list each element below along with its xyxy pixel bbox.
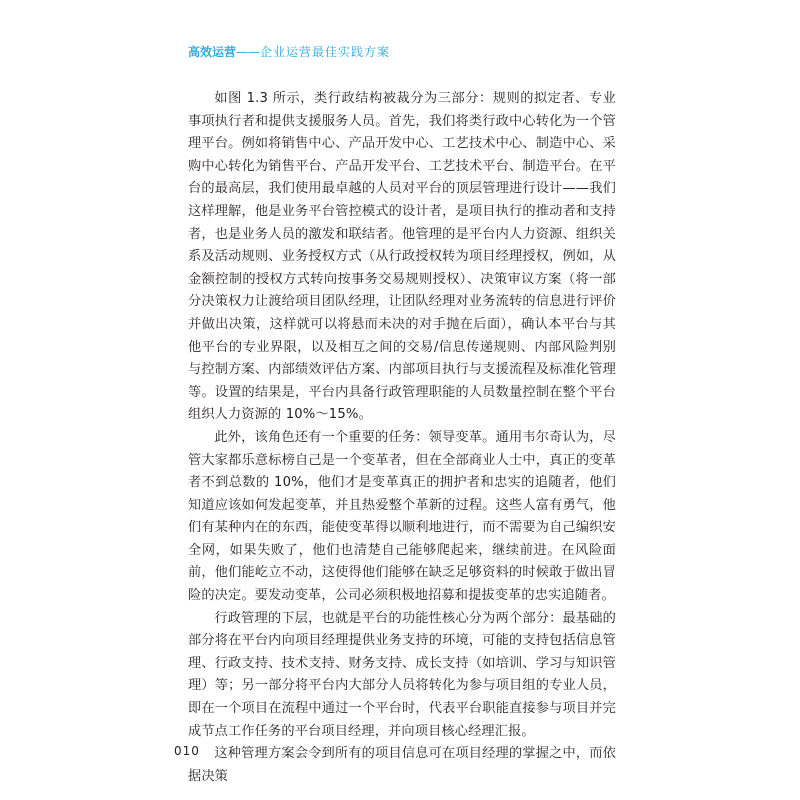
header-dash: —— bbox=[236, 45, 261, 59]
running-header bbox=[188, 44, 390, 60]
paragraph-4: 这种管理方案会令到所有的项目信息可在项目经理的掌握之中，而依据决策 bbox=[188, 746, 616, 784]
paragraph-2: 此外，该角色还有一个重要的任务：领导变革。通用韦尔奇认为，尽管大家都乐意标榜自己是一个变革者，但在全部商业人士中，真正的变革者不到总数的 10%，他们才是变革真正的拥护者和忠实的追随者，他们知道应该如何发起变革，并且热爱整个革新的过程。这些人富有勇气，他们有某种内在的东西，能使变革得以顺利地进行，而不需要为自己编织安全网，如果失败了，他们也清楚自己能够爬起来，继续前进。在风险面前，他们能屹立不动，这使得他们能够在缺乏足够资料的时候敢于做出冒险的决定。要发动变革，公司必须积极地招募和提拔变革的忠实追随者。 bbox=[188, 429, 616, 604]
book-subtitle: 企业运营最佳实践方案 bbox=[260, 45, 391, 59]
paragraph-3: 行政管理的下层，也就是平台的功能性核心分为两个部分：最基础的部分将在平台内向项目经理提供业务支持的环境，可能的支持包括信息管理、行政支持、技术支持、财务支持、成长支持（如培训、学习与知识管理）等；另一部分将平台内大部分人员将转化为参与项目组的专业人员，即在一个项目在流程中通过一个平台时，代表平台职能直接参与项目并完成节点工作任务的平台项目经理，并向项目核心经理汇报。 bbox=[188, 610, 616, 739]
page-number: 010 bbox=[174, 744, 200, 758]
paragraph-1: 如图 1.3 所示，类行政结构被裁分为三部分：规则的拟定者、专业事项执行者和提供支援服务人员。首先，我们将类行政中心转化为一个管理平台。例如将销售中心、产品开发中心、工艺技术中心、制造中心、采购中心转化为销售平台、产品开发平台、工艺技术平台、制造平台。在平台的最高层，我们使用最卓越的人员对平台的顶层管理进行设计——我们这样理解，他是业务平台管控模式的设计者，是项目执行的推动者和支持者，也是业务人员的激发和联结者。他管理的是平台内人力资源、组织关系及活动规则、业务授权方式（从行政授权转为项目经理授权，例如，从金额控制的授权方式转向按事务交易规则授权）、决策审议方案（将一部分决策权力让渡给项目团队经理，让团队经理对业务流转的信息进行评价并做出决策，这样就可以将悬而未决的对手抛在后面），确认本平台与其他平台的专业界限，以及相互之间的交易/信息传递规则、内部风险判别与控制方案、内部绩效评估方案、内部项目执行与支援流程及标准化管理等。设置的结果是，平台内具备行政管理职能的人员数量控制在整个平台组织人力资源的 10%～15%。 bbox=[188, 91, 616, 423]
body-text bbox=[188, 88, 616, 788]
book-title: 高效运营 bbox=[188, 45, 237, 59]
